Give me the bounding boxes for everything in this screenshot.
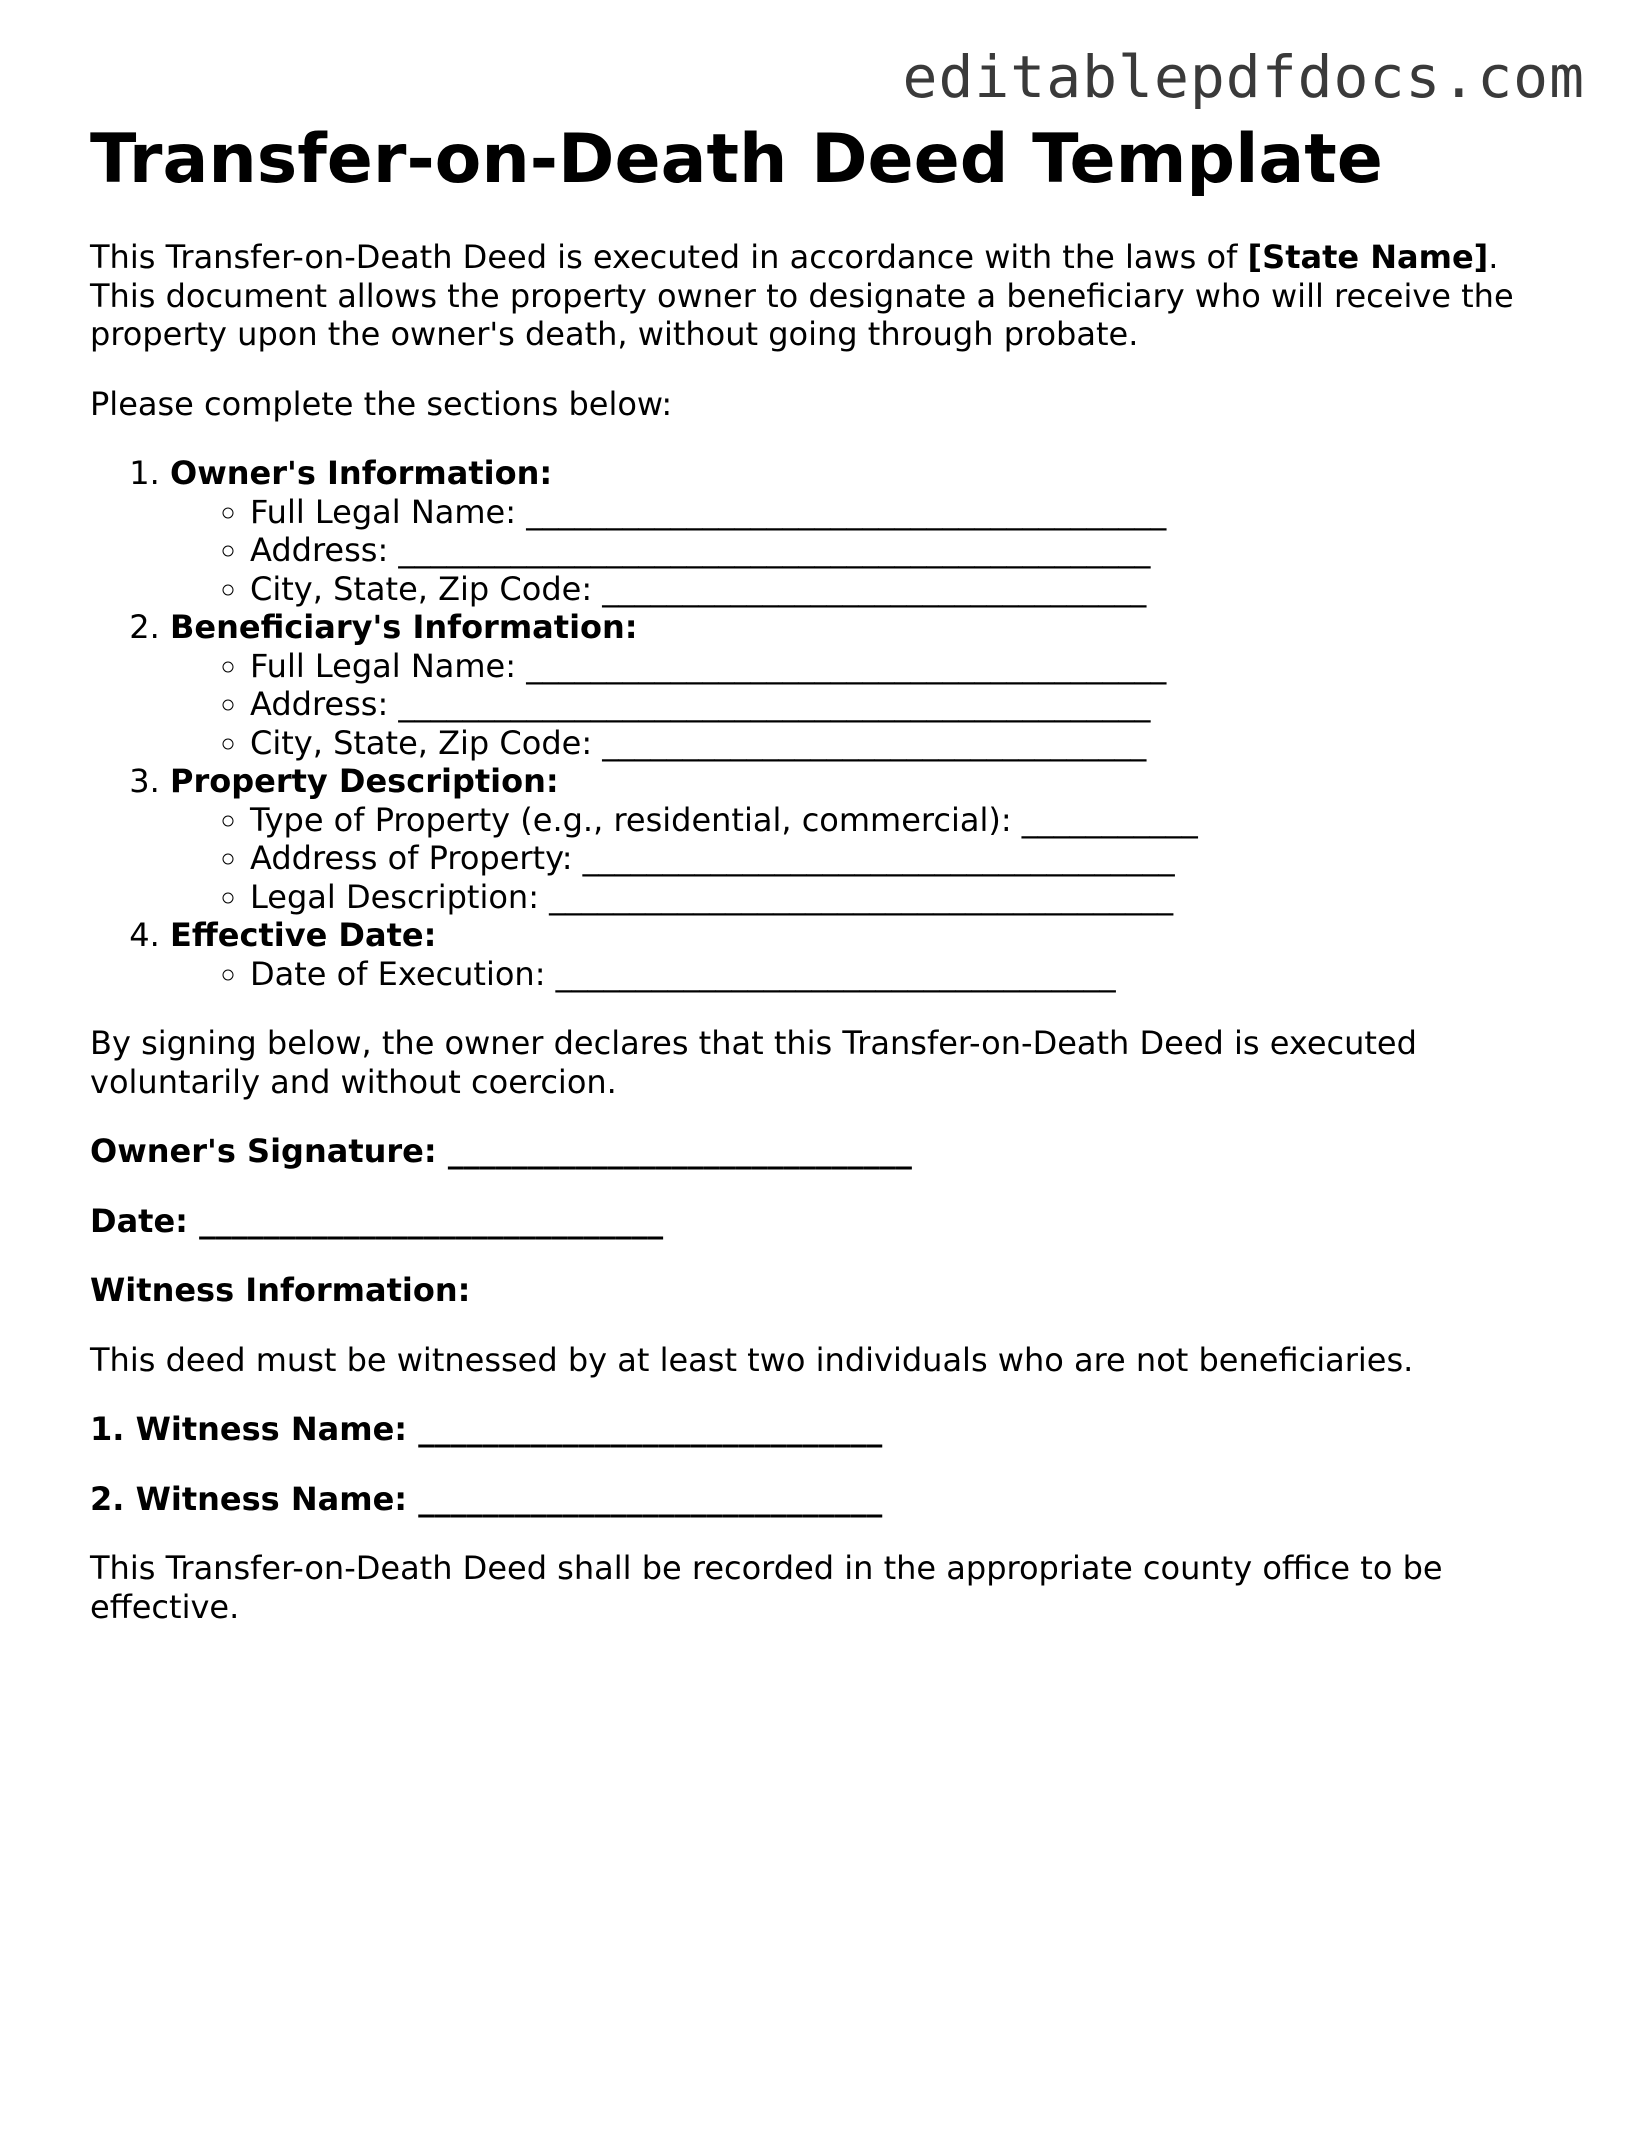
witness-1-name-field[interactable]: 1. Witness Name: _____________________________ — [90, 1410, 883, 1448]
recording-note: This Transfer-on-Death Deed shall be recorded in the appropriate county office to be effective. — [90, 1549, 1443, 1626]
witness-heading: Witness Information: — [90, 1271, 471, 1309]
intro-text-1: This Transfer-on-Death Deed is executed in accordance with the laws of — [90, 238, 1248, 276]
state-name-placeholder: [State Name] — [1247, 238, 1489, 276]
beneficiary-city-state-zip-field[interactable]: ◦ City, State, Zip Code: __________________________________ — [250, 724, 1570, 763]
owner-signature-field[interactable]: Owner's Signature: _____________________________ — [90, 1132, 912, 1170]
section-heading: Effective Date: — [170, 916, 437, 954]
property-type-field[interactable]: ◦ Type of Property (e.g., residential, commercial): ___________ — [250, 801, 1570, 840]
section-heading: Owner's Information: — [170, 454, 553, 492]
owner-full-name-field[interactable]: ◦ Full Legal Name: ________________________________________ — [250, 493, 1570, 532]
beneficiary-full-name-field[interactable]: ◦ Full Legal Name: ________________________________________ — [250, 647, 1570, 686]
owner-address-field[interactable]: ◦ Address: _______________________________________________ — [250, 531, 1570, 570]
instructions: Please complete the sections below: — [90, 384, 673, 423]
date-of-execution-field[interactable]: ◦ Date of Execution: ___________________________________ — [250, 955, 1570, 994]
field-list — [170, 801, 1570, 917]
beneficiary-address-field[interactable]: ◦ Address: _______________________________________________ — [250, 685, 1570, 724]
field-list — [170, 955, 1570, 994]
page-title: Transfer-on-Death Deed Template — [90, 120, 1383, 199]
field-list — [170, 493, 1570, 609]
field-list — [170, 647, 1570, 763]
watermark: editablepdfdocs.com — [902, 43, 1585, 111]
intro-text-2: . This document allows the property owner to designate a beneficiary who will receive the property upon the owner's death, without going through probate. — [90, 238, 1514, 353]
signature-date-field[interactable]: Date: _____________________________ — [90, 1201, 664, 1240]
intro-paragraph — [90, 238, 1570, 354]
property-address-field[interactable]: ◦ Address of Property: _____________________________________ — [250, 839, 1570, 878]
witness-note: This deed must be witnessed by at least two individuals who are not beneficiaries. — [90, 1340, 1414, 1379]
document-body — [90, 118, 1570, 1657]
declaration-paragraph: By signing below, the owner declares that this Transfer-on-Death Deed is executed voluntarily and without coercion. — [90, 1024, 1417, 1101]
section-beneficiary-info — [170, 608, 1570, 762]
witness-2-name-field[interactable]: 2. Witness Name: _____________________________ — [90, 1479, 883, 1518]
legal-description-field[interactable]: ◦ Legal Description: _______________________________________ — [250, 878, 1570, 917]
owner-city-state-zip-field[interactable]: ◦ City, State, Zip Code: __________________________________ — [250, 570, 1570, 609]
section-owner-info — [170, 454, 1570, 608]
section-effective-date — [170, 916, 1570, 993]
section-property-description — [170, 762, 1570, 916]
section-heading: Beneficiary's Information: — [170, 608, 638, 646]
section-heading: Property Description: — [170, 762, 559, 800]
sections-list — [90, 454, 1570, 993]
